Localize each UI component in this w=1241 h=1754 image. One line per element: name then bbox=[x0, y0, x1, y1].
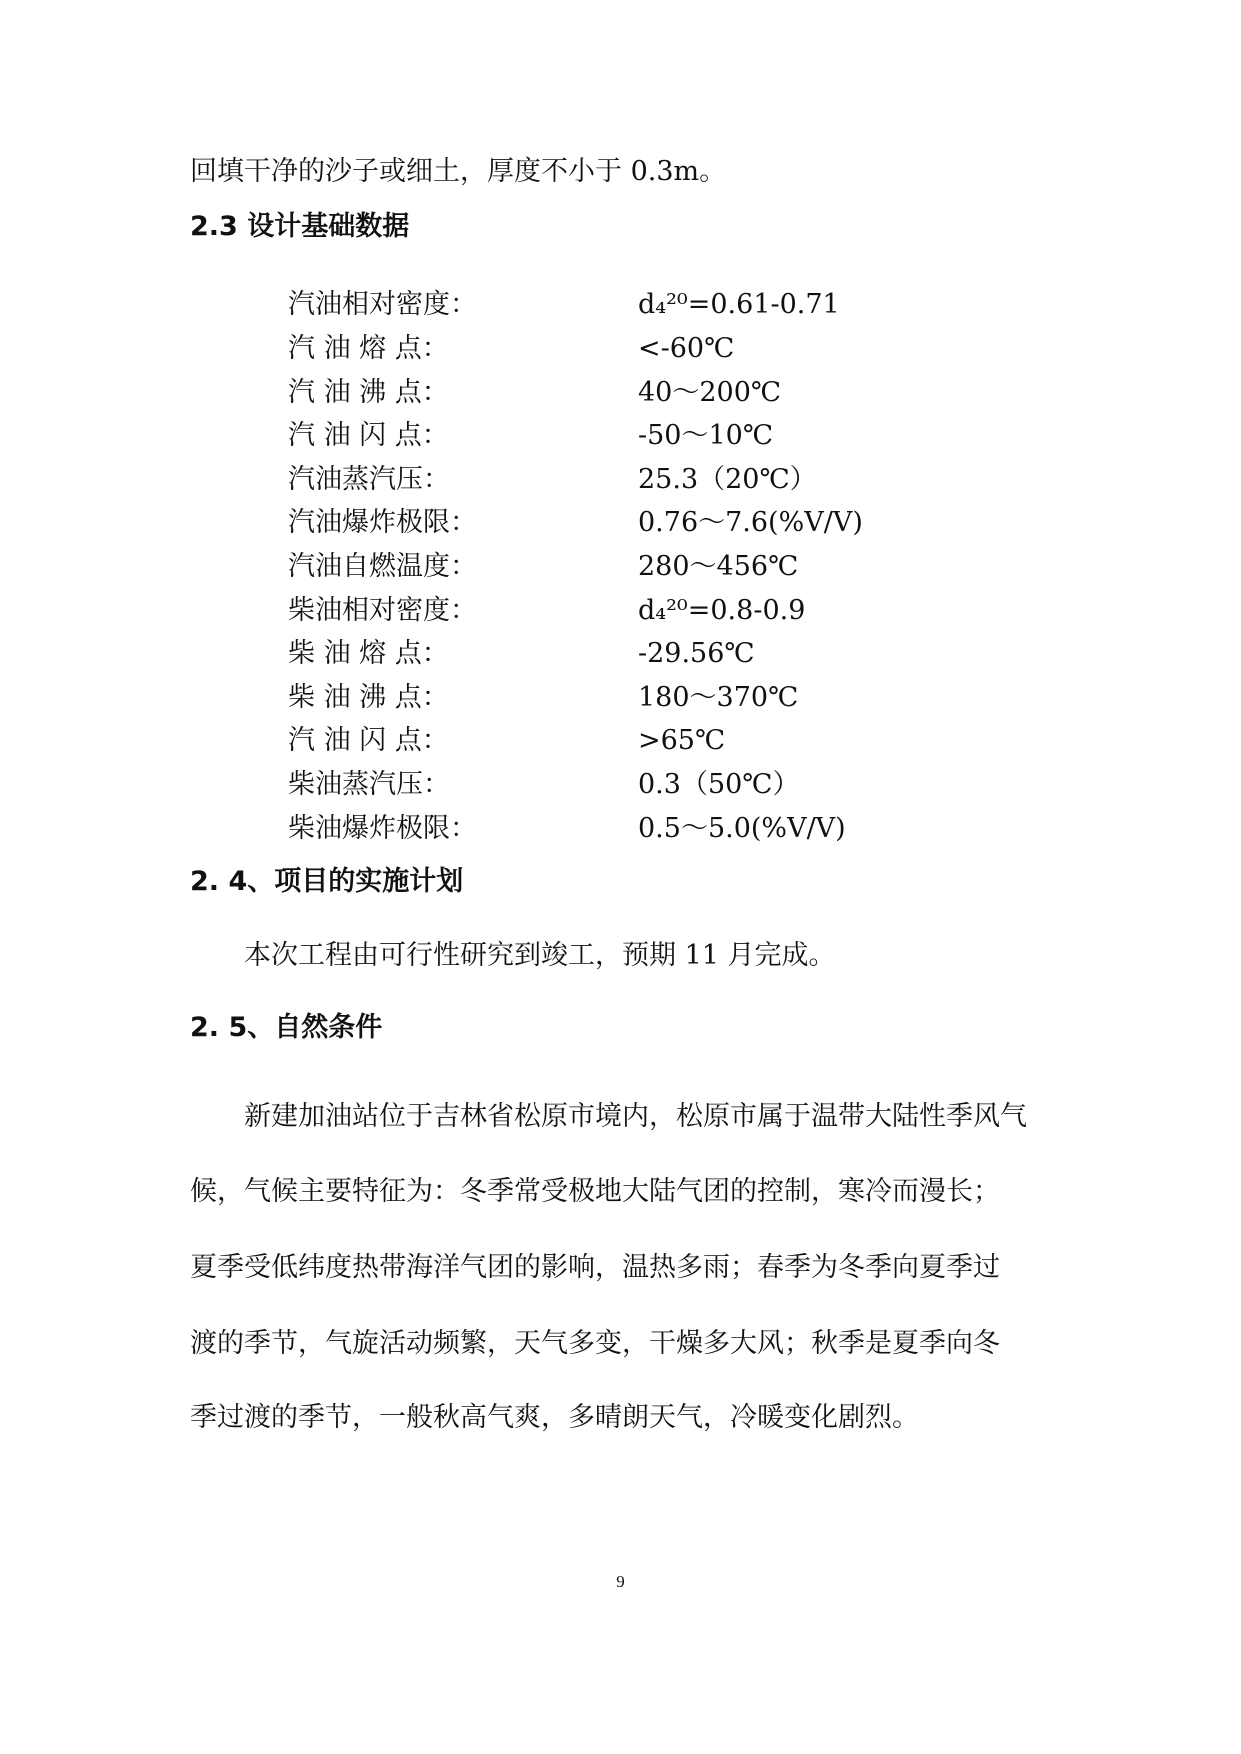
paragraph-line: 候，气候主要特征为：冬季常受极地大陆气团的控制，寒冷而漫长； bbox=[190, 1176, 1000, 1207]
data-value: 0.76～7.6(%V/V) bbox=[638, 507, 863, 538]
intro-line: 回填干净的沙子或细土，厚度不小于 0.3m。 bbox=[190, 156, 727, 187]
data-label: 汽油相对密度： bbox=[288, 289, 477, 320]
data-label: 柴油蒸汽压： bbox=[288, 769, 450, 800]
page-number: 9 bbox=[616, 1572, 625, 1591]
section-2-4-heading: 2. 4、项目的实施计划 bbox=[190, 866, 464, 897]
data-value: <-60℃ bbox=[638, 333, 735, 364]
data-value: 0.5～5.0(%V/V) bbox=[638, 813, 846, 844]
section-2-5-heading: 2. 5、自然条件 bbox=[190, 1012, 383, 1043]
data-value: 0.3（50℃） bbox=[638, 769, 800, 800]
data-label: 汽油爆炸极限： bbox=[288, 507, 477, 538]
section-2-4-body: 本次工程由可行性研究到竣工，预期 11 月完成。 bbox=[244, 940, 836, 971]
data-label: 汽 油 沸 点： bbox=[288, 377, 449, 408]
data-value: 280～456℃ bbox=[638, 551, 799, 582]
data-label: 汽 油 熔 点： bbox=[288, 333, 449, 364]
section-2-3-heading: 2.3 设计基础数据 bbox=[190, 211, 410, 242]
data-label: 汽 油 闪 点： bbox=[288, 725, 449, 756]
data-label: 柴油相对密度： bbox=[288, 595, 477, 626]
data-value: d₄²⁰=0.8-0.9 bbox=[638, 595, 806, 626]
data-label: 汽油蒸汽压： bbox=[288, 464, 450, 495]
data-label: 汽 油 闪 点： bbox=[288, 420, 449, 451]
data-label: 柴 油 熔 点： bbox=[288, 638, 449, 669]
paragraph-line: 夏季受低纬度热带海洋气团的影响，温热多雨；春季为冬季向夏季过 bbox=[190, 1252, 1000, 1283]
data-value: d₄²⁰=0.61-0.71 bbox=[638, 289, 840, 320]
data-label: 柴油爆炸极限： bbox=[288, 813, 477, 844]
paragraph-line: 渡的季节，气旋活动频繁，天气多变，干燥多大风；秋季是夏季向冬 bbox=[190, 1328, 1000, 1359]
data-value: -29.56℃ bbox=[638, 638, 755, 669]
data-label: 汽油自燃温度： bbox=[288, 551, 477, 582]
data-label: 柴 油 沸 点： bbox=[288, 682, 449, 713]
paragraph-line: 新建加油站位于吉林省松原市境内，松原市属于温带大陆性季风气 bbox=[244, 1101, 1027, 1132]
data-value: 180～370℃ bbox=[638, 682, 799, 713]
data-value: 25.3（20℃） bbox=[638, 464, 817, 495]
data-value: >65℃ bbox=[638, 725, 726, 756]
data-value: 40～200℃ bbox=[638, 377, 782, 408]
data-value: -50～10℃ bbox=[638, 420, 774, 451]
paragraph-line: 季过渡的季节，一般秋高气爽，多晴朗天气，冷暖变化剧烈。 bbox=[190, 1402, 919, 1433]
